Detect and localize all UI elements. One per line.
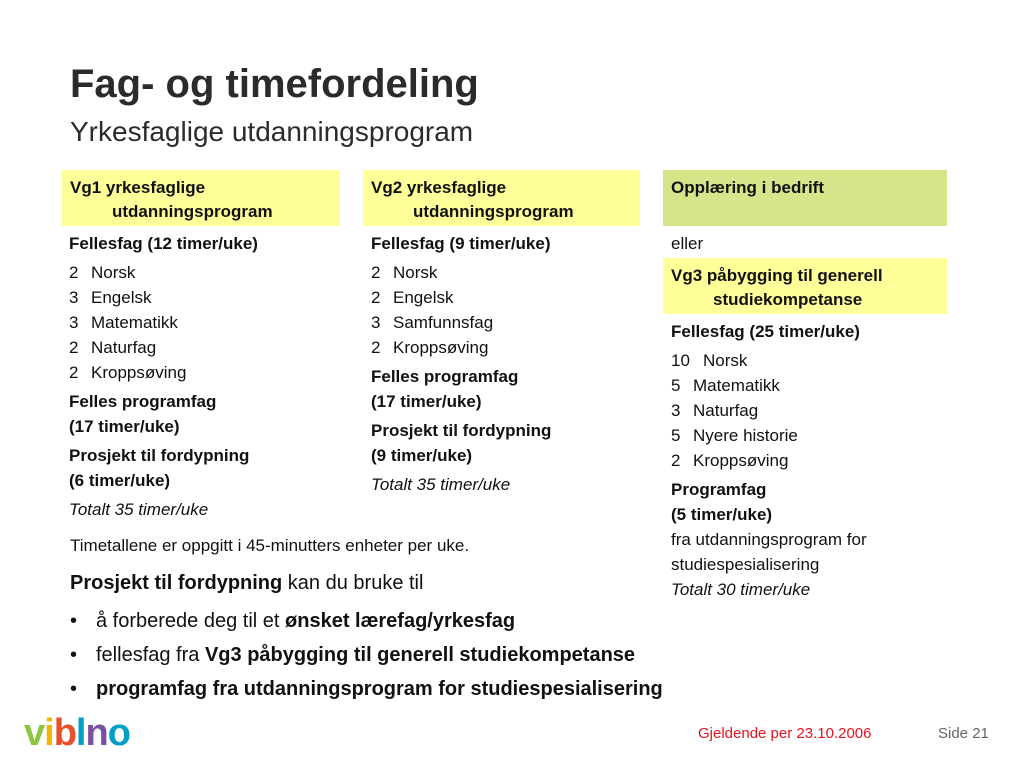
vg1-column — [69, 231, 339, 522]
vg2-column — [371, 231, 641, 497]
vg3-subject: 10 Norsk — [671, 351, 748, 370]
vg1-total: Totalt 35 timer/uke — [69, 500, 209, 519]
vg2-programfag-hours: (17 timer/uke) — [371, 392, 482, 411]
vg2-prosjekt-hours: (9 timer/uke) — [371, 446, 473, 465]
vg1-header-line2: utdanningsprogram — [112, 202, 273, 221]
or-text: eller — [671, 234, 704, 253]
bullet-item: • programfag fra utdanningsprogram for studiespesialisering — [70, 672, 663, 706]
vg3-header-line1: Vg3 påbygging til generell — [671, 266, 883, 285]
page-number: Side 21 — [938, 725, 989, 742]
intro-rest: kan du bruke til — [282, 572, 424, 594]
intro-bold: Prosjekt til fordypning — [70, 572, 283, 594]
vg3-subject: 3 Naturfag — [671, 401, 759, 420]
logo-letter: l — [75, 712, 86, 754]
vg1-subject: 3 Matematikk — [69, 313, 178, 332]
bedrift-header-label: Opplæring i bedrift — [671, 178, 824, 197]
vg2-header-line2: utdanningsprogram — [413, 202, 574, 221]
vg1-prosjekt-title: Prosjekt til fordypning — [69, 446, 250, 465]
bullet-list — [70, 604, 663, 706]
page-subtitle: Yrkesfaglige utdanningsprogram — [70, 116, 474, 147]
logo-letter: n — [85, 712, 108, 754]
vg3-subject: 5 Matematikk — [671, 376, 780, 395]
vg1-header — [62, 170, 340, 226]
vg1-header-line1: Vg1 yrkesfaglige — [70, 178, 206, 197]
vg3-programfag-desc2: studiespesialisering — [671, 555, 820, 574]
vg2-header-line1: Vg2 yrkesfaglige — [371, 178, 507, 197]
bullet-item: • å forberede deg til et ønsket lærefag/yrkesfag — [70, 604, 663, 638]
vg1-subject: 3 Engelsk — [69, 288, 152, 307]
vg3-programfag-desc1: fra utdanningsprogram for — [671, 530, 867, 549]
vg2-header — [363, 170, 640, 226]
footer-date: Gjeldende per 23.10.2006 — [698, 725, 872, 742]
vg3-fellesfag: Fellesfag (25 timer/uke) — [671, 322, 860, 341]
vg1-prosjekt-hours: (6 timer/uke) — [69, 471, 171, 490]
vg1-programfag-hours: (17 timer/uke) — [69, 417, 180, 436]
bullet-marker: • — [70, 610, 78, 632]
bullet-item: • fellesfag fra Vg3 påbygging til generell studiekompetanse — [70, 638, 663, 672]
vg3-header-line2: studiekompetanse — [713, 290, 863, 309]
vg1-subject: 2 Norsk — [69, 263, 136, 282]
vg1-programfag-title: Felles programfag — [69, 392, 217, 411]
vg2-prosjekt-title: Prosjekt til fordypning — [371, 421, 552, 440]
vg1-subject: 2 Naturfag — [69, 338, 157, 357]
vg3-programfag-hours: (5 timer/uke) — [671, 505, 773, 524]
vg3-programfag-title: Programfag — [671, 480, 767, 499]
logo-letter: b — [53, 712, 76, 754]
vg3-subject: 5 Nyere historie — [671, 426, 798, 445]
vg1-fellesfag: Fellesfag (12 timer/uke) — [69, 234, 258, 253]
vg2-total: Totalt 35 timer/uke — [371, 475, 511, 494]
logo-letter: v — [24, 712, 45, 754]
vg3-header — [663, 258, 947, 314]
vg2-fellesfag: Fellesfag (9 timer/uke) — [371, 234, 551, 253]
intro-text — [70, 572, 423, 595]
vg3-total: Totalt 30 timer/uke — [671, 580, 811, 599]
viblino-logo — [24, 712, 130, 755]
bullet-marker: • — [70, 644, 78, 666]
vg2-subject: 3 Samfunnsfag — [371, 313, 494, 332]
vg3-column — [671, 319, 951, 602]
vg3-subject: 2 Kroppsøving — [671, 451, 789, 470]
vg2-subject: 2 Kroppsøving — [371, 338, 489, 357]
page-title: Fag- og timefordeling — [70, 62, 479, 106]
logo-letter: i — [44, 712, 54, 754]
vg2-subject: 2 Norsk — [371, 263, 438, 282]
vg2-subject: 2 Engelsk — [371, 288, 454, 307]
logo-letter: o — [107, 712, 130, 754]
units-note: Timetallene er oppgitt i 45-minutters enheter per uke. — [70, 536, 470, 555]
bullet-marker: • — [70, 678, 78, 700]
vg1-subject: 2 Kroppsøving — [69, 363, 187, 382]
bedrift-header — [663, 170, 947, 226]
vg2-programfag-title: Felles programfag — [371, 367, 519, 386]
